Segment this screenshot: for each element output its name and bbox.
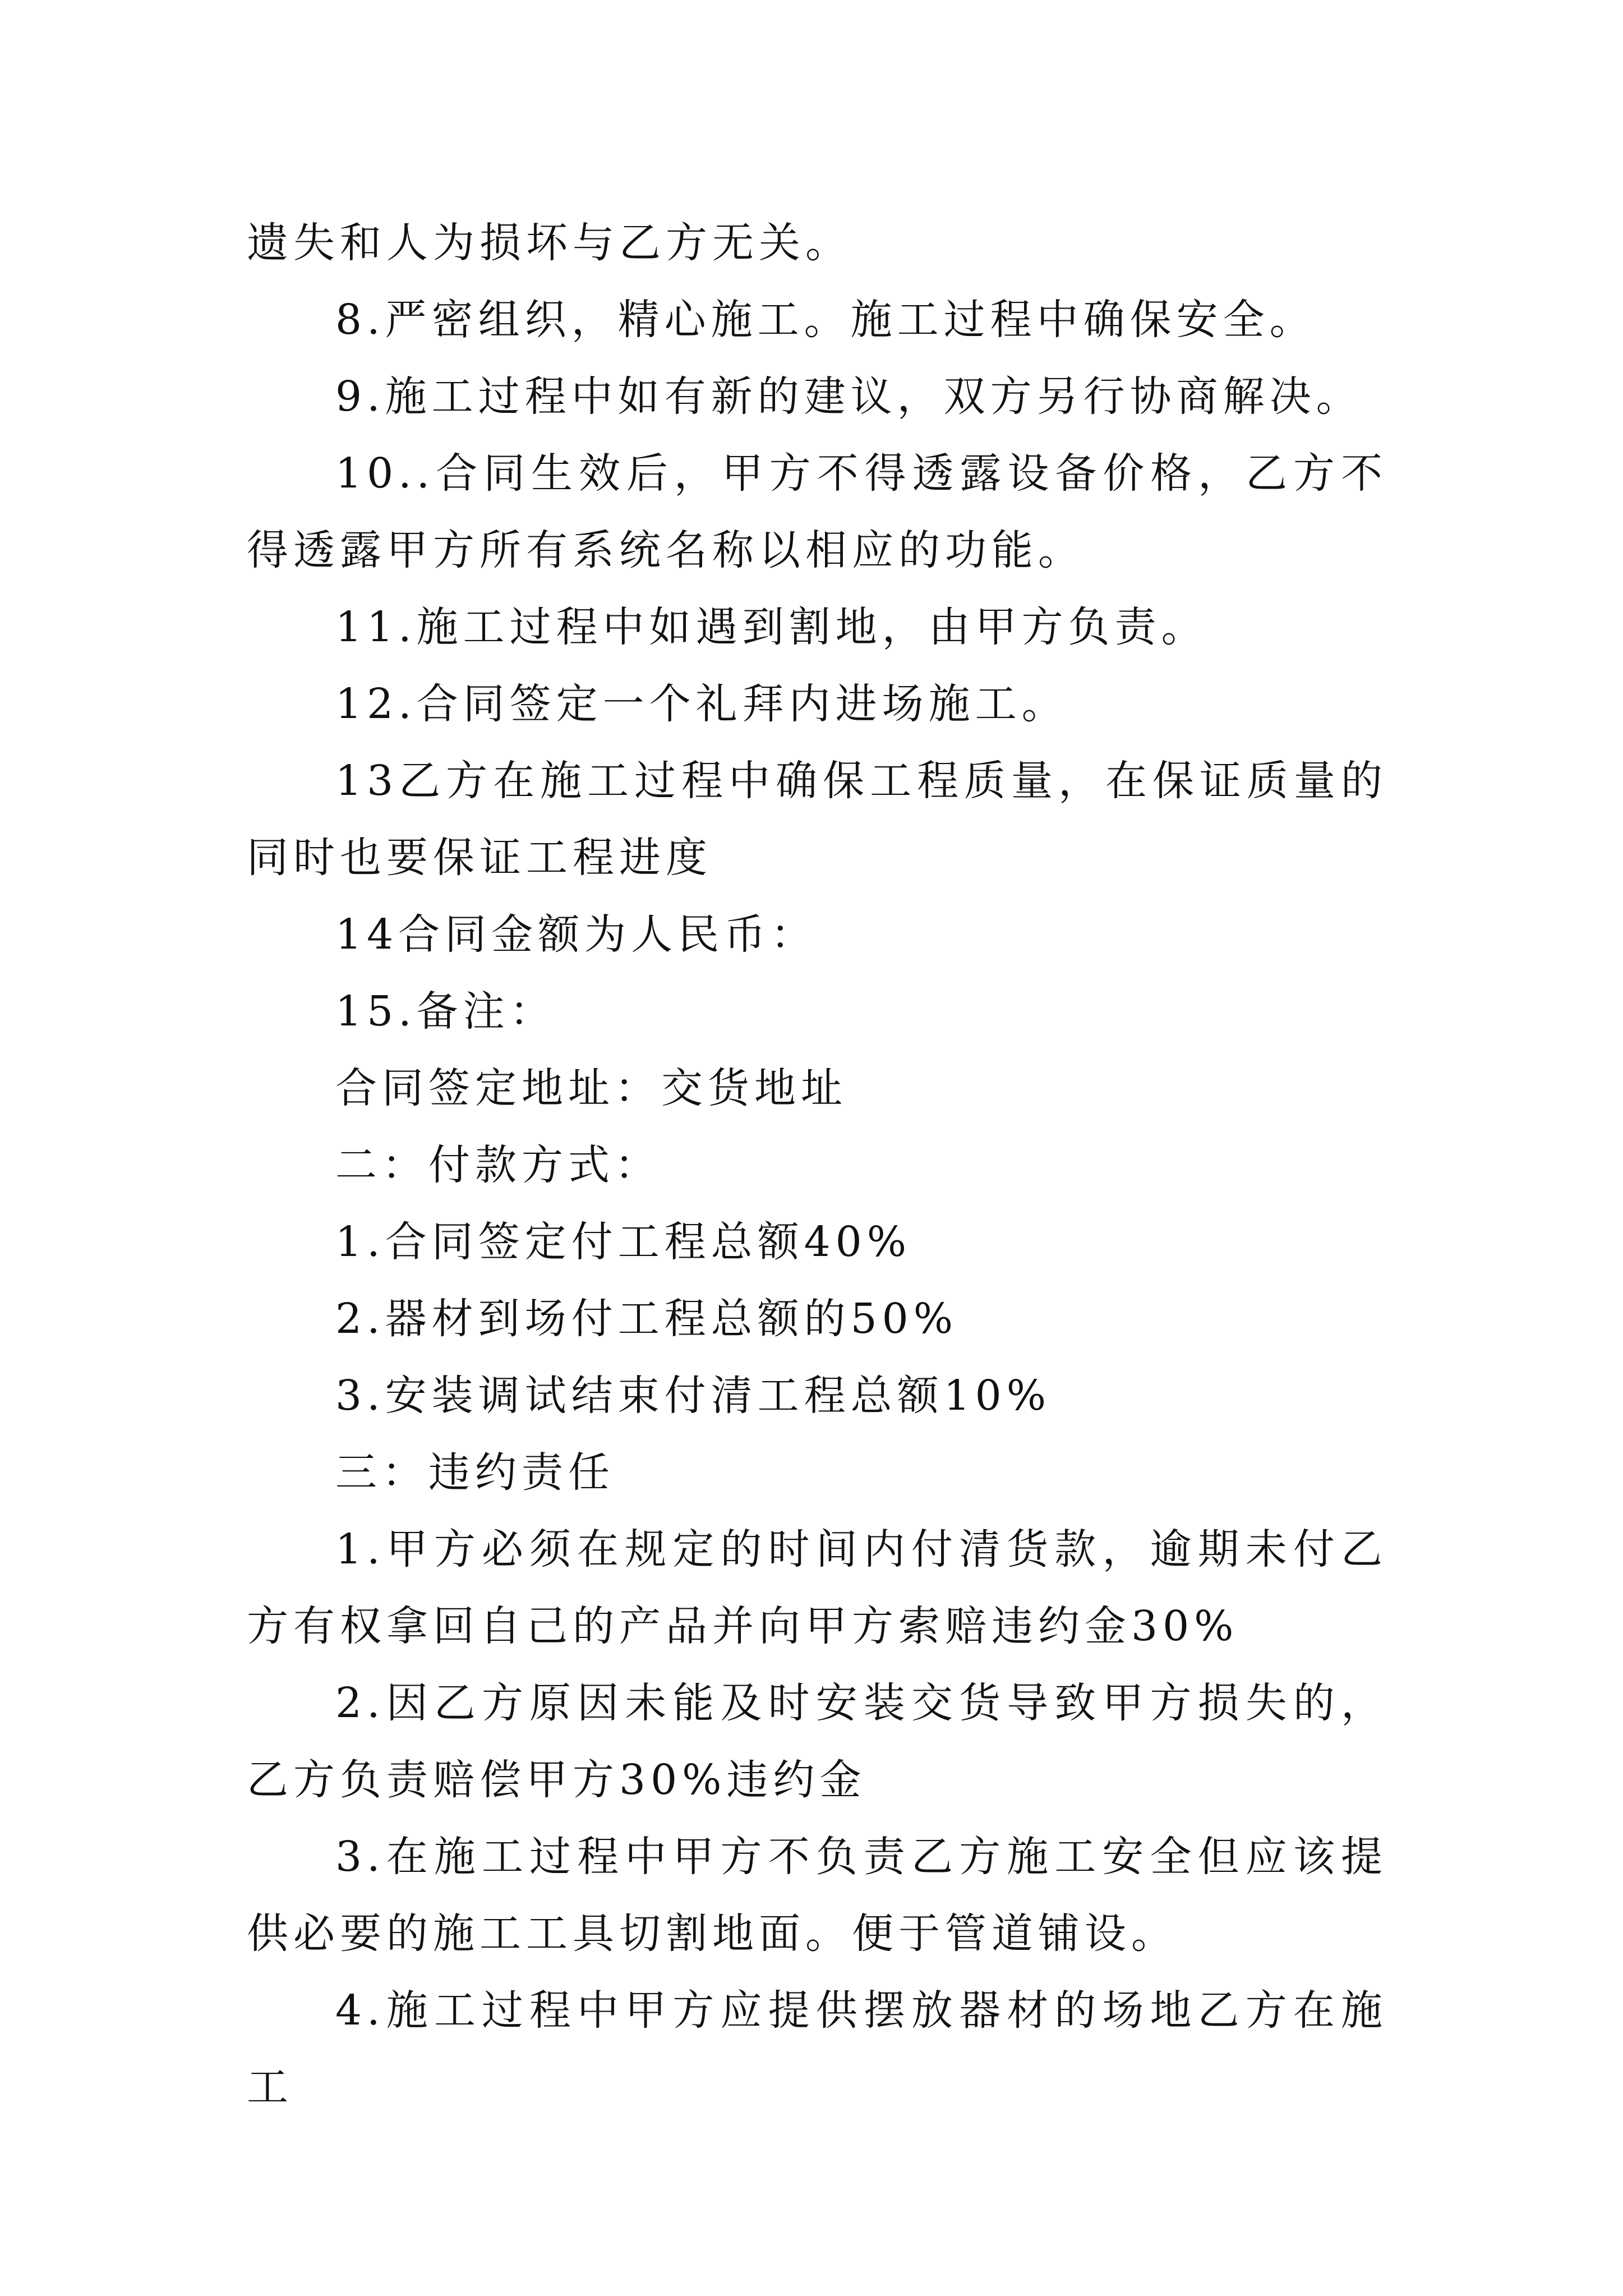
paragraph: 10..合同生效后，甲方不得透露设备价格，乙方不得透露甲方所有系统名称以相应的功能。 [247, 449, 1387, 574]
paragraph: 遗失和人为损坏与乙方无关。 [247, 219, 852, 267]
paragraph: 8.严密组织，精心施工。施工过程中确保安全。 [335, 296, 1316, 344]
paragraph: 2.器材到场付工程总额的50% [335, 1295, 958, 1343]
paragraph: 11.施工过程中如遇到割地，由甲方负责。 [335, 603, 1208, 651]
paragraph: 12.合同签定一个礼拜内进场施工。 [335, 680, 1068, 728]
section-heading-liability: 三：违约责任 [335, 1448, 615, 1497]
paragraph: 合同签定地址：交货地址 [335, 1064, 847, 1112]
paragraph: 15.备注： [335, 987, 556, 1036]
paragraph: 3.在施工过程中甲方不负责乙方施工安全但应该提供必要的施工工具切割地面。便于管道铺设。 [247, 1833, 1387, 1958]
paragraph: 1.合同签定付工程总额40% [335, 1218, 912, 1266]
paragraph: 9.施工过程中如有新的建议，双方另行协商解决。 [335, 372, 1363, 421]
paragraph: 13乙方在施工过程中确保工程质量，在保证质量的同时也要保证工程进度 [247, 757, 1387, 882]
section-heading-payment: 二：付款方式： [335, 1141, 661, 1189]
document-body [247, 205, 1387, 2126]
paragraph: 1.甲方必须在规定的时间内付清货款，逾期未付乙方有权拿回自己的产品并向甲方索赔违约金30% [247, 1525, 1387, 1650]
paragraph: 2.因乙方原因未能及时安装交货导致甲方损失的，乙方负责赔偿甲方30%违约金 [247, 1679, 1387, 1804]
paragraph: 14合同金额为人民币： [335, 910, 818, 959]
paragraph: 4.施工过程中甲方应提供摆放器材的场地乙方在施工 [247, 1986, 1387, 2111]
paragraph: 3.安装调试结束付清工程总额10% [335, 1372, 1052, 1420]
